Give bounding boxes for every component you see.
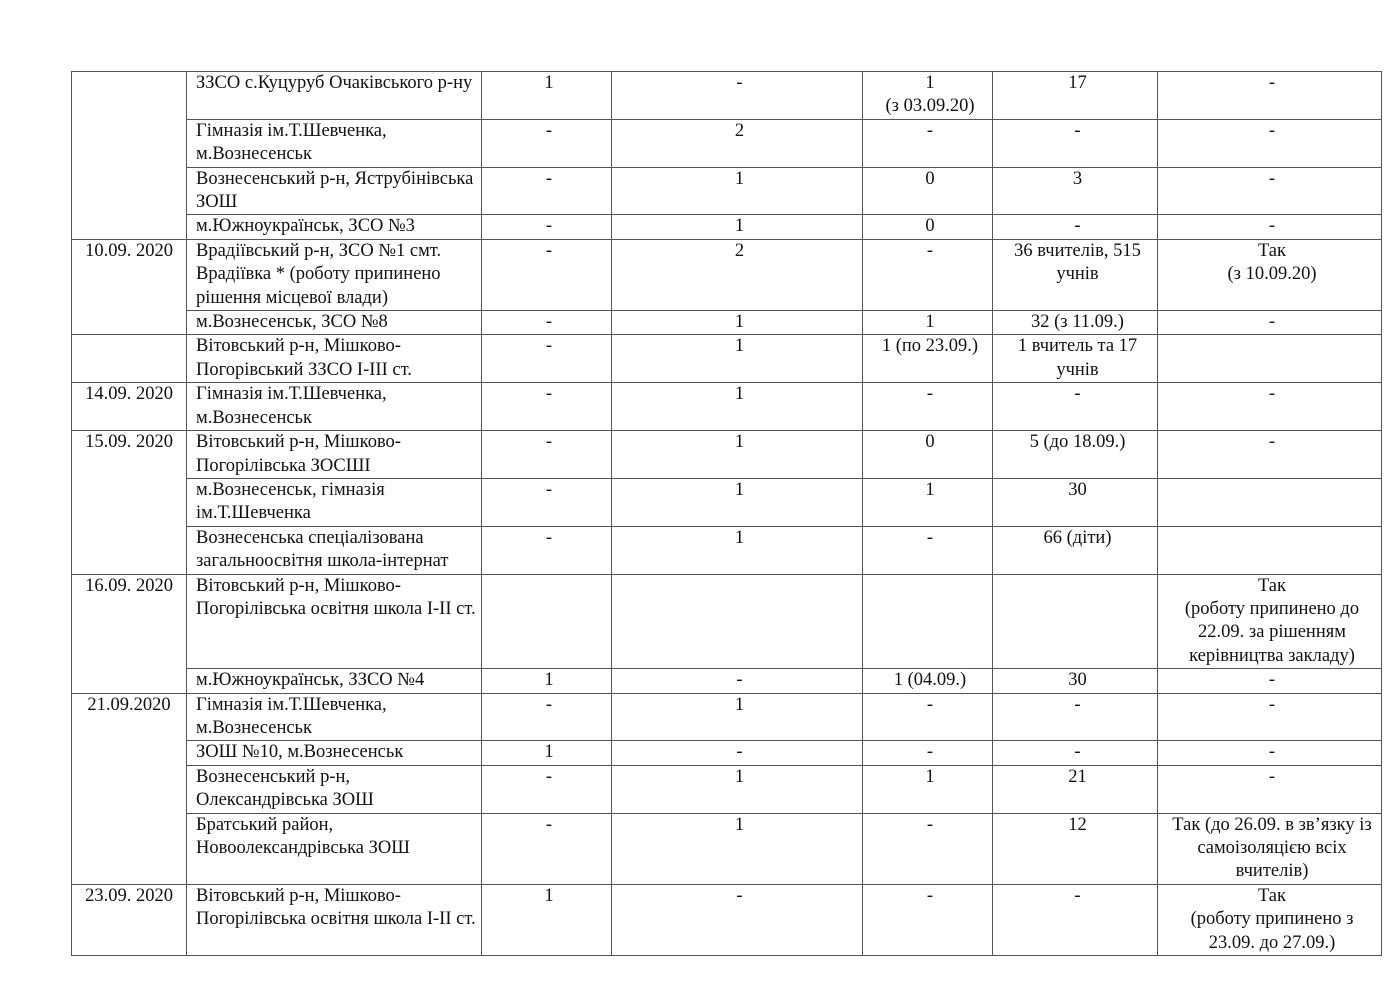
date-cell: 21.09.2020 [72,693,187,884]
count-cell-3: - [863,693,993,741]
count-cell-3: 1 (по 23.09.) [863,335,993,383]
count-cell-1: - [482,526,612,574]
count-cell-2: 1 [612,693,863,741]
school-name-cell: Вітовський р-н, Мішково-Погорівський ЗЗСО І-ІІІ ст. [187,335,482,383]
count-cell-1: - [482,431,612,479]
school-name-cell: ЗЗСО с.Куцуруб Очаківського р-ну [187,72,482,120]
count-cell-3: - [863,383,993,431]
school-name-cell: Вознесенська спеціалізована загальноосвітня школа-інтернат [187,526,482,574]
count-cell-1: - [482,383,612,431]
count-cell-1: - [482,215,612,239]
contacts-cell: 21 [993,765,1158,813]
table-row [72,884,1382,955]
count-cell-2: 1 [612,526,863,574]
count-cell-3: - [863,884,993,955]
closure-cell: - [1158,765,1382,813]
school-name-cell: Вітовський р-н, Мішково-Погорілівська освітня школа І-ІІ ст. [187,884,482,955]
count-cell-1: 1 [482,741,612,765]
closure-cell [1158,526,1382,574]
contacts-cell: 3 [993,167,1158,215]
contacts-cell: - [993,119,1158,167]
count-cell-3: 1 (з 03.09.20) [863,72,993,120]
count-cell-3: 0 [863,431,993,479]
table-row [72,239,1382,310]
closure-cell: - [1158,119,1382,167]
school-name-cell: Вітовський р-н, Мішково-Погорілівська освітня школа І-ІІ ст. [187,574,482,669]
count-cell-1: - [482,765,612,813]
school-name-cell: Вознесенський р-н, Олександрівська ЗОШ [187,765,482,813]
count-cell-2: 1 [612,335,863,383]
count-cell-3: 1 (04.09.) [863,669,993,693]
count-cell-1: - [482,693,612,741]
school-name-cell: Братський район, Новоолександрівська ЗОШ [187,813,482,884]
contacts-cell: - [993,741,1158,765]
contacts-cell: 30 [993,669,1158,693]
count-cell-1: - [482,813,612,884]
contacts-cell: 5 (до 18.09.) [993,431,1158,479]
contacts-cell: 32 (з 11.09.) [993,311,1158,335]
school-name-cell: м.Южноукраїнськ, ЗЗСО №4 [187,669,482,693]
count-cell-2: - [612,741,863,765]
contacts-cell: 30 [993,478,1158,526]
count-cell-1 [482,574,612,669]
count-cell-3: - [863,119,993,167]
count-cell-2: - [612,884,863,955]
table-row [72,72,1382,120]
count-cell-3: 0 [863,215,993,239]
count-cell-1: - [482,167,612,215]
table-row [72,765,1382,813]
count-cell-3: - [863,526,993,574]
table-row [72,167,1382,215]
contacts-cell: 1 вчитель та 17 учнів [993,335,1158,383]
count-cell-3: - [863,813,993,884]
closure-cell: - [1158,741,1382,765]
date-cell [72,72,187,240]
contacts-cell: - [993,383,1158,431]
closure-cell: Так (роботу припинено до 22.09. за рішенням керівництва закладу) [1158,574,1382,669]
contacts-cell: 17 [993,72,1158,120]
count-cell-2: 1 [612,813,863,884]
closure-cell [1158,478,1382,526]
closure-cell: - [1158,693,1382,741]
count-cell-2: 1 [612,478,863,526]
table-row [72,526,1382,574]
school-name-cell: Врадіївський р-н, ЗСО №1 смт. Врадіївка * (роботу припинено рішення місцевої влади) [187,239,482,310]
date-cell [72,335,187,383]
school-name-cell: м.Вознесенськ, гімназія ім.Т.Шевченка [187,478,482,526]
table-row [72,669,1382,693]
table-row [72,119,1382,167]
date-cell: 14.09. 2020 [72,383,187,431]
contacts-cell: - [993,215,1158,239]
school-name-cell: Вітовський р-н, Мішково-Погорілівська ЗОСШІ [187,431,482,479]
table-row [72,311,1382,335]
table-row [72,431,1382,479]
table-row [72,335,1382,383]
date-cell: 16.09. 2020 [72,574,187,693]
count-cell-3: - [863,741,993,765]
count-cell-3: 1 [863,478,993,526]
closure-cell: - [1158,215,1382,239]
closure-cell: - [1158,72,1382,120]
table-body [72,72,1382,956]
contacts-cell: 36 вчителів, 515 учнів [993,239,1158,310]
table-row [72,574,1382,669]
count-cell-3: 1 [863,765,993,813]
table-row [72,813,1382,884]
closure-cell: Так (з 10.09.20) [1158,239,1382,310]
table-row [72,478,1382,526]
closure-cell: Так (роботу припинено з 23.09. до 27.09.) [1158,884,1382,955]
closure-cell: - [1158,383,1382,431]
count-cell-1: - [482,239,612,310]
school-name-cell: Гімназія ім.Т.Шевченка, м.Вознесенськ [187,119,482,167]
count-cell-2: 1 [612,765,863,813]
count-cell-1: 1 [482,72,612,120]
count-cell-2: 1 [612,215,863,239]
school-name-cell: Гімназія ім.Т.Шевченка, м.Вознесенськ [187,383,482,431]
closure-cell: - [1158,669,1382,693]
contacts-cell [993,574,1158,669]
count-cell-1: 1 [482,669,612,693]
table-row [72,383,1382,431]
date-cell: 23.09. 2020 [72,884,187,955]
school-covid-cases-table [71,71,1382,956]
contacts-cell: 12 [993,813,1158,884]
closure-cell: - [1158,167,1382,215]
school-name-cell: ЗОШ №10, м.Вознесенськ [187,741,482,765]
count-cell-2: 1 [612,311,863,335]
count-cell-1: - [482,335,612,383]
school-name-cell: м.Южноукраїнськ, ЗСО №3 [187,215,482,239]
date-cell: 15.09. 2020 [72,431,187,574]
school-name-cell: м.Вознесенськ, ЗСО №8 [187,311,482,335]
closure-cell: - [1158,311,1382,335]
count-cell-2: 1 [612,431,863,479]
school-name-cell: Вознесенський р-н, Яструбінівська ЗОШ [187,167,482,215]
count-cell-3: - [863,239,993,310]
contacts-cell: 66 (діти) [993,526,1158,574]
table-row [72,693,1382,741]
count-cell-2: 2 [612,239,863,310]
count-cell-2 [612,574,863,669]
count-cell-3: 1 [863,311,993,335]
table-row [72,215,1382,239]
contacts-cell: - [993,693,1158,741]
count-cell-2: - [612,72,863,120]
count-cell-2: 2 [612,119,863,167]
count-cell-2: 1 [612,167,863,215]
closure-cell: Так (до 26.09. в зв’язку із самоізоляцією всіх вчителів) [1158,813,1382,884]
count-cell-1: 1 [482,884,612,955]
count-cell-2: 1 [612,383,863,431]
count-cell-1: - [482,119,612,167]
closure-cell: - [1158,431,1382,479]
count-cell-2: - [612,669,863,693]
date-cell: 10.09. 2020 [72,239,187,335]
count-cell-3: 0 [863,167,993,215]
count-cell-1: - [482,311,612,335]
school-name-cell: Гімназія ім.Т.Шевченка, м.Вознесенськ [187,693,482,741]
table-row [72,741,1382,765]
closure-cell [1158,335,1382,383]
count-cell-3 [863,574,993,669]
contacts-cell: - [993,884,1158,955]
count-cell-1: - [482,478,612,526]
